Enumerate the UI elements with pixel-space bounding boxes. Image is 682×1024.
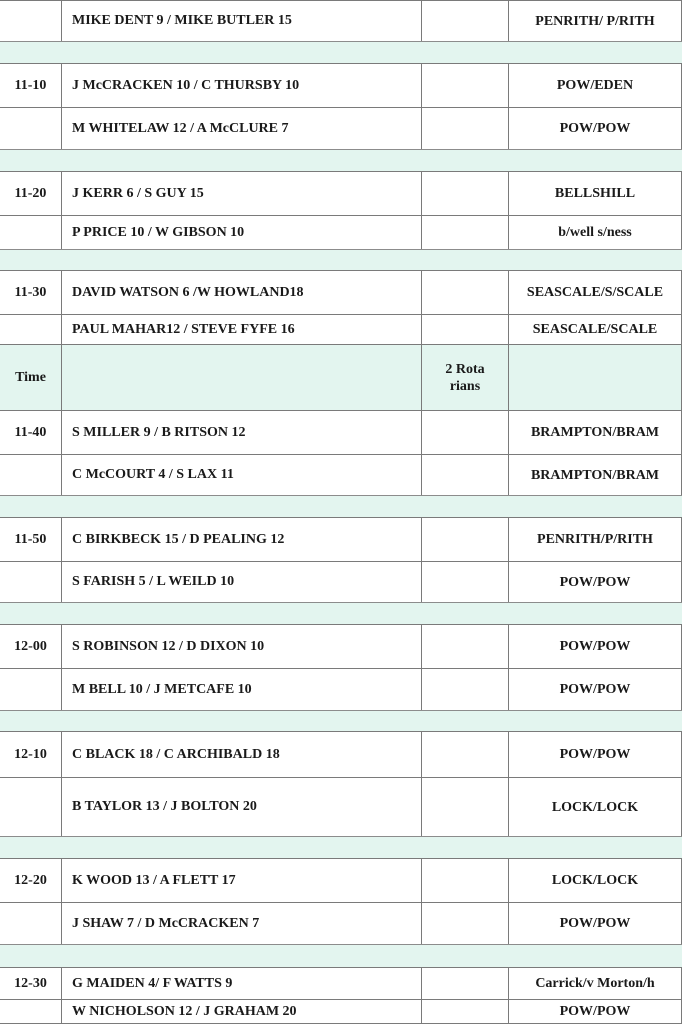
table-row (0, 314, 682, 344)
time-cell (0, 410, 61, 454)
rotarians-cell (421, 410, 508, 454)
rotarians-cell (421, 171, 508, 215)
players-cell-text: S FARISH 5 / L WEILD 10 (72, 574, 235, 589)
table-row (0, 270, 682, 314)
club-cell-text: BELLSHILL (554, 186, 636, 201)
table-row (0, 0, 682, 41)
table-row (0, 215, 682, 249)
club-cell-text: Carrick/v Morton/h (535, 976, 655, 991)
players-cell (61, 902, 421, 944)
time-cell-text: 12-20 (14, 873, 47, 888)
club-cell-text: POW/POW (559, 916, 631, 931)
rotarians-cell-text: 2 Rotarians (445, 361, 485, 394)
club-cell-text: PENRITH/ P/RITH (535, 13, 655, 29)
players-cell-text: J SHAW 7 / D McCRACKEN 7 (72, 915, 260, 931)
rotarians-cell (421, 0, 508, 41)
table-row (0, 107, 682, 149)
table-row (0, 517, 682, 561)
rotarians-cell (421, 215, 508, 249)
separator-band (0, 944, 682, 967)
club-cell (508, 215, 682, 249)
players-cell (61, 777, 421, 836)
rotarians-cell (421, 314, 508, 344)
club-cell (508, 858, 682, 902)
time-cell (0, 777, 61, 836)
header-row (0, 344, 682, 410)
players-cell (61, 215, 421, 249)
players-cell (61, 858, 421, 902)
players-cell (61, 967, 421, 999)
rotarians-cell (421, 967, 508, 999)
players-cell-text: S MILLER 9 / B RITSON 12 (72, 424, 246, 440)
club-cell (508, 999, 682, 1024)
club-cell (508, 410, 682, 454)
time-cell (0, 999, 61, 1024)
time-cell (0, 902, 61, 944)
time-cell-text: 12-30 (14, 976, 47, 991)
rotarians-cell (421, 731, 508, 777)
club-cell-text: BRAMPTON/BRAM (530, 467, 660, 483)
players-cell (61, 314, 421, 344)
players-cell (61, 561, 421, 602)
players-cell (61, 270, 421, 314)
time-cell (0, 344, 61, 410)
club-cell-text: POW/EDEN (556, 78, 634, 93)
rotarians-cell (421, 454, 508, 495)
club-cell-text: SEASCALE/S/SCALE (526, 285, 664, 300)
table-row (0, 410, 682, 454)
table-row (0, 454, 682, 495)
players-cell-text: C McCOURT 4 / S LAX 11 (72, 467, 234, 482)
time-cell-text: 11-40 (14, 425, 47, 440)
rotarians-cell (421, 270, 508, 314)
players-cell (61, 517, 421, 561)
players-cell-text: G MAIDEN 4/ F WATTS 9 (72, 975, 233, 991)
time-cell (0, 731, 61, 777)
players-cell-text: C BLACK 18 / C ARCHIBALD 18 (72, 746, 280, 762)
players-cell-text: M BELL 10 / J METCAFE 10 (72, 681, 252, 697)
club-cell (508, 731, 682, 777)
time-cell (0, 454, 61, 495)
separator-band (0, 41, 682, 63)
rotarians-cell (421, 107, 508, 149)
separator-band (0, 249, 682, 270)
players-cell (61, 107, 421, 149)
time-cell (0, 858, 61, 902)
table-row (0, 63, 682, 107)
club-cell-text: POW/POW (559, 574, 631, 590)
time-cell-text: 11-20 (14, 186, 47, 201)
players-cell-text: MIKE DENT 9 / MIKE BUTLER 15 (72, 13, 292, 28)
club-cell-text: LOCK/LOCK (551, 873, 639, 888)
club-cell (508, 454, 682, 495)
rotarians-cell (421, 517, 508, 561)
rotarians-cell (421, 344, 508, 410)
players-cell-text: P PRICE 10 / W GIBSON 10 (72, 224, 245, 240)
separator-band (0, 602, 682, 624)
table-row (0, 777, 682, 836)
club-cell-text: POW/POW (559, 121, 631, 136)
rotarians-cell (421, 858, 508, 902)
time-cell (0, 0, 61, 41)
club-cell (508, 902, 682, 944)
time-cell (0, 171, 61, 215)
rotarians-cell (421, 777, 508, 836)
players-cell-text: J KERR 6 / S GUY 15 (72, 185, 204, 201)
separator-band (0, 710, 682, 731)
table-row (0, 902, 682, 944)
club-cell-text: POW/POW (559, 1004, 631, 1019)
separator-band (0, 495, 682, 517)
time-cell (0, 270, 61, 314)
separator-band (0, 836, 682, 858)
club-cell-text: POW/POW (559, 747, 631, 762)
time-cell (0, 624, 61, 668)
club-cell (508, 107, 682, 149)
club-cell (508, 270, 682, 314)
players-cell-text: J McCRACKEN 10 / C THURSBY 10 (72, 77, 300, 93)
table-row (0, 999, 682, 1024)
time-cell (0, 215, 61, 249)
club-cell (508, 0, 682, 41)
club-cell (508, 561, 682, 602)
players-cell (61, 454, 421, 495)
time-cell-text: Time (15, 370, 46, 385)
rotarians-cell (421, 902, 508, 944)
players-cell-text: DAVID WATSON 6 /W HOWLAND18 (72, 284, 304, 300)
club-cell (508, 624, 682, 668)
players-cell (61, 344, 421, 410)
time-cell-text: 11-10 (14, 78, 47, 93)
rotarians-cell (421, 63, 508, 107)
players-cell (61, 0, 421, 41)
time-cell (0, 63, 61, 107)
time-cell-text: 11-30 (14, 285, 47, 300)
time-cell (0, 517, 61, 561)
time-cell (0, 967, 61, 999)
players-cell (61, 731, 421, 777)
club-cell (508, 777, 682, 836)
time-cell (0, 668, 61, 710)
table-row (0, 967, 682, 999)
rotarians-cell (421, 999, 508, 1024)
table-row (0, 171, 682, 215)
players-cell-text: S ROBINSON 12 / D DIXON 10 (72, 638, 265, 654)
time-cell (0, 314, 61, 344)
separator-band (0, 149, 682, 171)
club-cell (508, 314, 682, 344)
time-cell-text: 12-00 (14, 639, 47, 654)
club-cell-text: b/well s/ness (558, 225, 632, 240)
club-cell-text: SEASCALE/SCALE (532, 322, 658, 337)
club-cell (508, 171, 682, 215)
club-cell (508, 63, 682, 107)
club-cell-text: BRAMPTON/BRAM (530, 425, 660, 440)
players-cell (61, 668, 421, 710)
club-cell (508, 517, 682, 561)
players-cell-text: K WOOD 13 / A FLETT 17 (72, 872, 236, 888)
table-row (0, 561, 682, 602)
players-cell-text: C BIRKBECK 15 / D PEALING 12 (72, 531, 285, 547)
club-cell (508, 967, 682, 999)
table-row (0, 668, 682, 710)
players-cell (61, 171, 421, 215)
players-cell-text: W NICHOLSON 12 / J GRAHAM 20 (72, 1003, 297, 1019)
players-cell (61, 999, 421, 1024)
time-cell-text: 12-10 (14, 747, 47, 762)
club-cell (508, 344, 682, 410)
players-cell-text: M WHITELAW 12 / A McCLURE 7 (72, 120, 289, 136)
club-cell-text: LOCK/LOCK (551, 799, 639, 815)
players-cell-text: B TAYLOR 13 / J BOLTON 20 (72, 799, 257, 814)
table-row (0, 858, 682, 902)
players-cell (61, 63, 421, 107)
club-cell-text: POW/POW (559, 682, 631, 697)
time-cell (0, 561, 61, 602)
players-cell (61, 410, 421, 454)
club-cell-text: POW/POW (559, 639, 631, 654)
club-cell (508, 668, 682, 710)
time-cell-text: 11-50 (14, 532, 47, 547)
players-cell-text: PAUL MAHAR12 / STEVE FYFE 16 (72, 321, 295, 337)
rotarians-cell (421, 561, 508, 602)
table-row (0, 624, 682, 668)
rotarians-cell (421, 668, 508, 710)
time-cell (0, 107, 61, 149)
players-cell (61, 624, 421, 668)
club-cell-text: PENRITH/P/RITH (537, 532, 653, 547)
rotarians-cell (421, 624, 508, 668)
table-row (0, 731, 682, 777)
